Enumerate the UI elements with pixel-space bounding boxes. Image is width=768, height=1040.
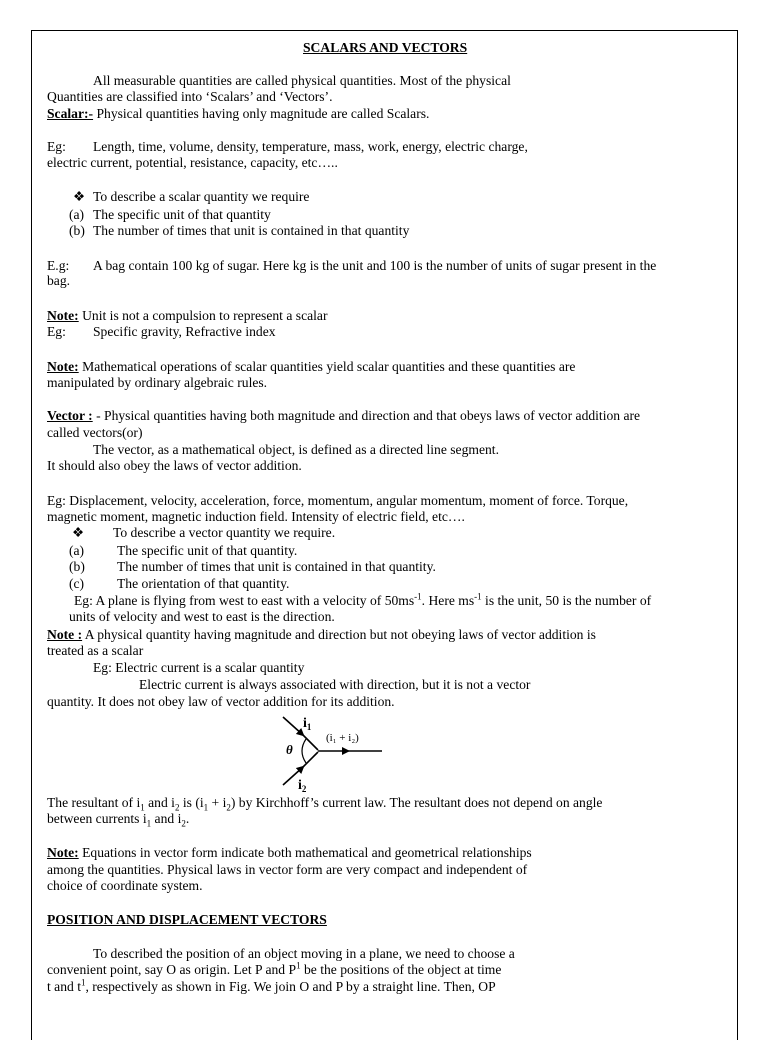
vector-example-text-b: . Here ms xyxy=(421,593,475,608)
note-4-line-1 xyxy=(47,845,532,861)
vector-c: The orientation of that quantity. xyxy=(117,576,290,591)
scalar-b: The number of times that unit is contained in that quantity xyxy=(93,223,410,238)
note-4-text: Equations in vector form indicate both mathematical and geometrical relationships xyxy=(78,845,532,860)
position-line-3 xyxy=(47,979,496,995)
vector-example-sup-2: -1 xyxy=(474,591,482,602)
vector-line-4: It should also obey the laws of vector addition. xyxy=(47,458,302,473)
scalar-b-label: (b) xyxy=(69,223,85,238)
scalar-example-label: E.g: xyxy=(47,258,70,273)
resultant-text-1: The resultant of i xyxy=(47,795,141,810)
note-1 xyxy=(47,308,327,324)
scalar-label: Scalar:- xyxy=(47,106,94,121)
scalar-a-label: (a) xyxy=(69,207,85,222)
scalar-eg-line-2: electric current, potential, resistance, capacity, etc….. xyxy=(47,155,338,170)
vector-eg-line-1: Eg: Displacement, velocity, acceleration, force, momentum, angular momentum, moment of force. Torque, xyxy=(47,493,629,508)
note-3-eg: Eg: Electric current is a scalar quantity xyxy=(93,660,305,675)
theta-label: θ xyxy=(286,742,293,757)
position-l3-sup: 1 xyxy=(80,977,86,988)
note-1-eg-label: Eg: xyxy=(47,324,66,339)
i1-label: $i_1$ xyxy=(303,716,312,732)
vector-a-label: (a) xyxy=(69,543,85,558)
vector-c-label: (c) xyxy=(69,576,85,591)
vector-label: Vector : xyxy=(47,408,93,423)
vector-example-line-1 xyxy=(74,593,651,609)
note-1-label: Note: xyxy=(47,308,79,323)
note-2-line-1 xyxy=(47,359,575,375)
scalar-eg-label: Eg: xyxy=(47,139,66,154)
scalar-eg-line-1: Length, time, volume, density, temperature, mass, work, energy, electric charge, xyxy=(93,139,528,154)
section-heading-position: POSITION AND DISPLACEMENT VECTORS xyxy=(47,912,327,927)
resultant-label: (i₁ + i₂) xyxy=(326,732,359,744)
resultant-line-1 xyxy=(47,795,602,811)
page-title: SCALARS AND VECTORS xyxy=(303,40,468,55)
intro-line-1: All measurable quantities are called physical quantities. Most of the physical xyxy=(93,73,511,88)
current-i2-line xyxy=(303,752,318,767)
position-l3-text-b: , respectively as shown in Fig. We join O and P by a straight line. Then, OP xyxy=(85,979,496,994)
note-4-line-3: choice of coordinate system. xyxy=(47,878,203,893)
vector-b-label: (b) xyxy=(69,559,85,574)
resultant-text-2: and i xyxy=(144,795,175,810)
intro-line-2: Quantities are classified into ‘Scalars’ and ‘Vectors’. xyxy=(47,89,333,104)
resultant-sub-2: 2 xyxy=(174,802,180,813)
resultant-text-5: ) by Kirchhoff’s current law. The resultant does not depend on angle xyxy=(230,795,603,810)
vector-line-1 xyxy=(47,408,640,424)
resultant-l2-text-a: between currents i xyxy=(47,811,147,826)
current-i1-arrow xyxy=(283,717,303,735)
resultant-sub-4: 2 xyxy=(226,802,231,813)
scalar-def-text: Physical quantities having only magnitude are called Scalars. xyxy=(93,106,430,121)
note-2-line-2: manipulated by ordinary algebraic rules. xyxy=(47,375,268,390)
resultant-line-2 xyxy=(47,811,189,827)
note-3-line-1 xyxy=(47,627,596,643)
scalar-example-line-2: bag. xyxy=(47,273,71,288)
vector-a: The specific unit of that quantity. xyxy=(117,543,298,558)
scalar-definition xyxy=(47,106,429,122)
vector-example-text-c: is the unit, 50 is the number of xyxy=(481,593,652,608)
note-4-line-2: among the quantities. Physical laws in vector form are very compact and independent of xyxy=(47,862,528,877)
note-4-label: Note: xyxy=(47,845,79,860)
note-1-text: Unit is not a compulsion to represent a scalar xyxy=(78,308,328,323)
vector-line-2: called vectors(or) xyxy=(47,425,143,440)
note-3-line-2: treated as a scalar xyxy=(47,643,144,658)
vector-line-3: The vector, as a mathematical object, is defined as a directed line segment. xyxy=(93,442,499,457)
vector-def-text: - Physical quantities having both magnitude and direction and that obeys laws of vector addition are xyxy=(92,408,641,423)
position-l2-text-b: be the positions of the object at time xyxy=(300,962,502,977)
resultant-sub-3: 1 xyxy=(203,802,209,813)
note-3-text: A physical quantity having magnitude and direction but not obeying laws of vector addition is xyxy=(82,627,596,642)
bullet-icon: ❖ xyxy=(72,525,85,540)
position-line-2 xyxy=(47,962,501,978)
vector-example-line-2: units of velocity and west to east is the direction. xyxy=(69,609,335,624)
resultant-l2-text-b: and i xyxy=(151,811,182,826)
scalar-a: The specific unit of that quantity xyxy=(93,207,271,222)
vector-example-text-a: Eg: A plane is flying from west to east with a velocity of 50ms xyxy=(74,593,415,608)
note-2-label: Note: xyxy=(47,359,79,374)
current-i1-line xyxy=(303,735,318,750)
note-3-label: Note : xyxy=(47,627,83,642)
kirchhoff-junction-diagram xyxy=(270,713,390,793)
note-3-line-3: Electric current is always associated with direction, but it is not a vector xyxy=(139,677,531,692)
position-l2-sup: 1 xyxy=(296,960,301,971)
note-3-line-4: quantity. It does not obey law of vector addition for its addition. xyxy=(47,694,395,709)
resultant-text-3: is (i xyxy=(179,795,204,810)
angle-arc xyxy=(302,739,306,763)
bullet-icon: ❖ xyxy=(73,189,86,204)
resultant-sub-1: 1 xyxy=(140,802,145,813)
vector-example-sup-1: -1 xyxy=(414,591,422,602)
i2-label: $i_2$ xyxy=(298,778,307,793)
scalar-require: To describe a scalar quantity we require xyxy=(93,189,310,204)
resultant-l2-text-c: . xyxy=(185,811,190,826)
position-l2-text-a: convenient point, say O as origin. Let P and P xyxy=(47,962,297,977)
vector-eg-line-2: magnetic moment, magnetic induction field. Intensity of electric field, etc…. xyxy=(47,509,465,524)
note-1-eg: Specific gravity, Refractive index xyxy=(93,324,276,339)
position-l3-text-a: t and t xyxy=(47,979,81,994)
resultant-l2-sub-2: 2 xyxy=(181,818,186,829)
note-2-text: Mathematical operations of scalar quantities yield scalar quantities and these quantities are xyxy=(78,359,576,374)
vector-b: The number of times that unit is contained in that quantity. xyxy=(117,559,436,574)
scalar-example-line-1: A bag contain 100 kg of sugar. Here kg is the unit and 100 is the number of units of sugar present in the xyxy=(93,258,657,273)
resultant-text-4: + i xyxy=(208,795,227,810)
position-line-1: To described the position of an object moving in a plane, we need to choose a xyxy=(93,946,515,961)
resultant-l2-sub-1: 1 xyxy=(146,818,152,829)
vector-require: To describe a vector quantity we require. xyxy=(113,525,336,540)
